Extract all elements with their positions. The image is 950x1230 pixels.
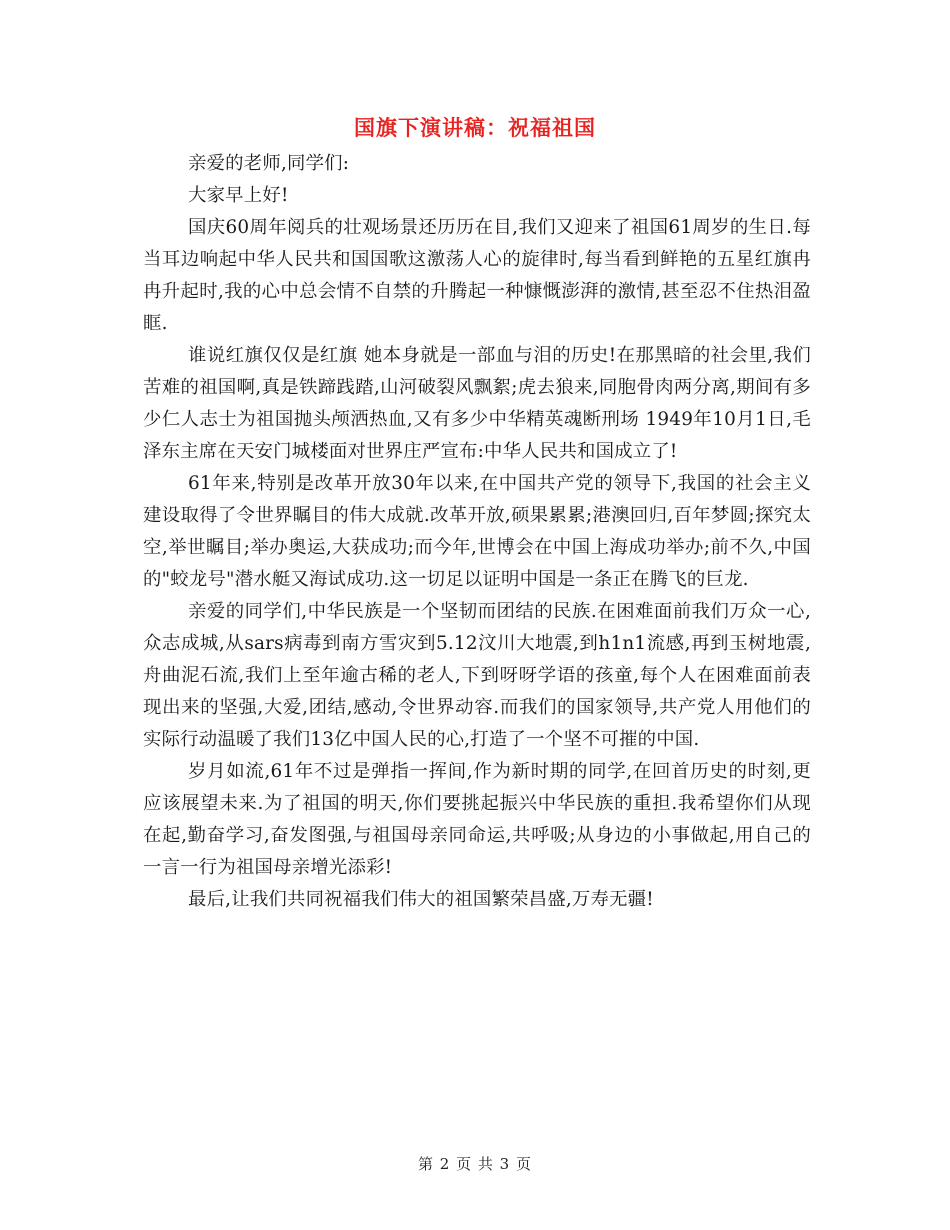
page-title: 国旗下演讲稿：祝福祖国	[354, 115, 596, 140]
paragraph-closing: 最后,让我们共同祝福我们伟大的祖国繁荣昌盛,万寿无疆!	[188, 889, 654, 910]
paragraph-red-flag-history: 谁说红旗仅仅是红旗 她本身就是一部血与泪的历史!在那黑暗的社会里,我们苦难的祖国啊,真是铁蹄践踏,山河破裂风飘絮;虎去狼来,同胞骨肉两分离,期间有多少仁人志士为祖国抛头颅洒热血,又有多少中华精英魂断刑场 1949年10月1日,毛泽东主席在天安门城楼面对世界庄严宣布:中华人民共和国成立了!	[143, 345, 811, 462]
page-number-footer: 第 2 页 共 3 页	[418, 1155, 532, 1173]
paragraph-good-morning: 大家早上好!	[188, 185, 289, 206]
paragraph-future: 岁月如流,61年不过是弹指一挥间,作为新时期的同学,在回首历史的时刻,更应该展望未来.为了祖国的明天,你们要挑起振兴中华民族的重担.我希望你们从现在起,勤奋学习,奋发图强,与祖国母亲同命运,共呼吸;从身边的小事做起,用自己的一言一行为祖国母亲增光添彩!	[143, 761, 811, 878]
paragraph-unity: 亲爱的同学们,中华民族是一个坚韧而团结的民族.在困难面前我们万众一心,众志成城,从sars病毒到南方雪灾到5.12汶川大地震,到h1n1流感,再到玉树地震,舟曲泥石流,我们上至年逾古稀的老人,下到呀呀学语的孩童,每个人在困难面前表现出来的坚强,大爱,团结,感动,令世界动容.而我们的国家领导,共产党人用他们的实际行动温暖了我们13亿中国人民的心,打造了一个坚不可摧的中国.	[143, 601, 811, 750]
paragraph-achievements: 61年来,特别是改革开放30年以来,在中国共产党的领导下,我国的社会主义建设取得了令世界瞩目的伟大成就.改革开放,硕果累累;港澳回归,百年梦圆;探究太空,举世瞩目;举办奥运,大获成功;而今年,世博会在中国上海成功举办;前不久,中国的"蛟龙号"潜水艇又海试成功.这一切足以证明中国是一条正在腾飞的巨龙.	[143, 473, 811, 590]
paragraph-greeting: 亲爱的老师,同学们:	[188, 153, 350, 174]
document-body	[143, 148, 811, 916]
paragraph-national-day: 国庆60周年阅兵的壮观场景还历历在目,我们又迎来了祖国61周岁的生日.每当耳边响起中华人民共和国国歌这激荡人心的旋律时,每当看到鲜艳的五星红旗冉冉升起时,我的心中总会情不自禁的升腾起一种慷慨澎湃的激情,甚至忍不住热泪盈眶.	[143, 217, 811, 334]
